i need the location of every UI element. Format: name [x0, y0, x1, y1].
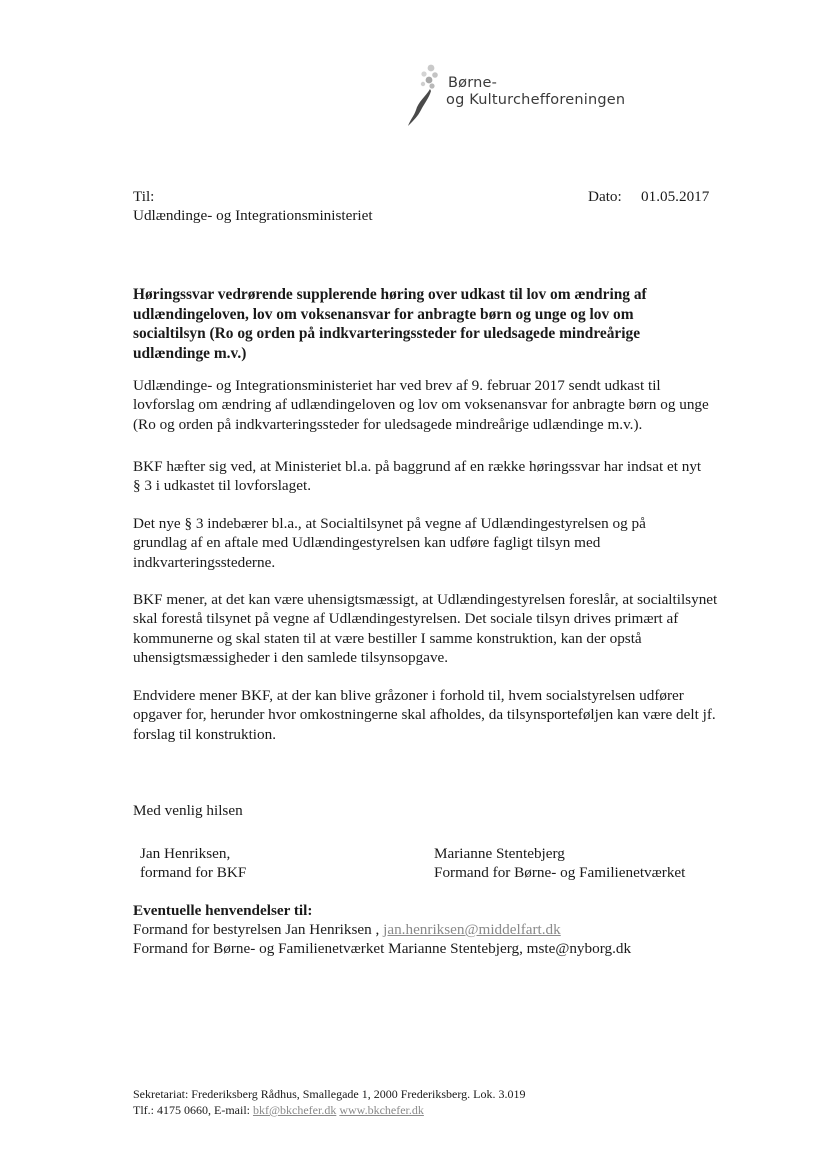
footer-address: Sekretariat: Frederiksberg Rådhus, Smallegade 1, 2000 Frederiksberg. Lok. 3.019	[133, 1087, 526, 1101]
body-paragraph: Endvidere mener BKF, at der kan blive gråzoner i forhold til, hvem socialstyrelsen udfører opgaver for, herunder hvor omkostningerne skal afholdes, da tilsynsporteføljen kan være delt jf. forslag til konstruktion.	[133, 687, 716, 743]
signatory-1-role: formand for BKF	[140, 864, 247, 881]
contact-line-1-text: Formand for bestyrelsen Jan Henriksen ,	[133, 921, 384, 938]
contact-email-link[interactable]: jan.henriksen@middelfart.dk	[383, 921, 561, 938]
footer-contact-prefix: Tlf.: 4175 0660, E-mail:	[133, 1103, 253, 1117]
logo-wordmark	[446, 75, 625, 109]
footer-email-link[interactable]: bkf@bkchefer.dk	[252, 1103, 337, 1117]
closing-greeting: Med venlig hilsen	[133, 802, 243, 819]
body-paragraph: BKF hæfter sig ved, at Ministeriet bl.a. på baggrund af en række høringssvar har indsat et nyt § 3 i udkastet til lovforslaget.	[133, 458, 702, 495]
contact-line-2: Formand for Børne- og Familienetværket Marianne Stentebjerg, mste@nyborg.dk	[133, 940, 632, 957]
footer-contact	[133, 1103, 424, 1119]
flower-figure-icon	[404, 62, 448, 132]
date-value: 01.05.2017	[641, 188, 710, 205]
body-paragraph: BKF mener, at det kan være uhensigtsmæssigt, at Udlændingestyrelsen foreslår, at socialtilsynet skal forestå tilsynet på vegne af Udlændingestyrelsen. Det sociale tilsyn drives primært af kommunerne og skal staten til at være bestiller I samme konstruktion, kan der opstå uhensigtsmæssigheder i den samlede tilsynsopgave.	[133, 591, 718, 667]
signatory-1-name: Jan Henriksen,	[140, 845, 231, 862]
logo-line-1: Børne-	[448, 75, 498, 91]
signatory-2-name: Marianne Stentebjerg	[434, 845, 565, 862]
to-label: Til:	[133, 188, 155, 205]
signatory-2-role: Formand for Børne- og Familienetværket	[434, 864, 686, 881]
body-paragraph: Udlændinge- og Integrationsministeriet har ved brev af 9. februar 2017 sendt udkast til lovforslag om ændring af udlændingeloven og lov om voksenansvar for anbragte børn og unge (Ro og orden på indkvarteringssteder for uledsagede mindreårige udlændinge m.v.).	[133, 377, 709, 433]
date-label: Dato:	[588, 188, 622, 205]
logo-line-2: og Kulturchefforeningen	[446, 92, 626, 108]
body-paragraph: Det nye § 3 indebærer bl.a., at Socialtilsynet på vegne af Udlændingestyrelsen og på grundlag af en aftale med Udlændingestyrelsen kan udføre fagligt tilsyn med indkvarteringsstederne.	[133, 515, 646, 571]
contact-line-1	[133, 920, 561, 939]
footer-website-link[interactable]: www.bkchefer.dk	[339, 1103, 424, 1117]
document-title: Høringssvar vedrørende supplerende høring over udkast til lov om ændring af udlændingeloven, lov om voksenansvar for anbragte børn og unge og lov om socialtilsyn (Ro og orden på indkvarteringssteder for uledsagede mindreårige udlændinge m.v.)	[133, 286, 647, 362]
contacts-heading: Eventuelle henvendelser til:	[133, 902, 313, 919]
recipient: Udlændinge- og Integrationsministeriet	[133, 207, 373, 224]
association-logo	[404, 62, 664, 132]
